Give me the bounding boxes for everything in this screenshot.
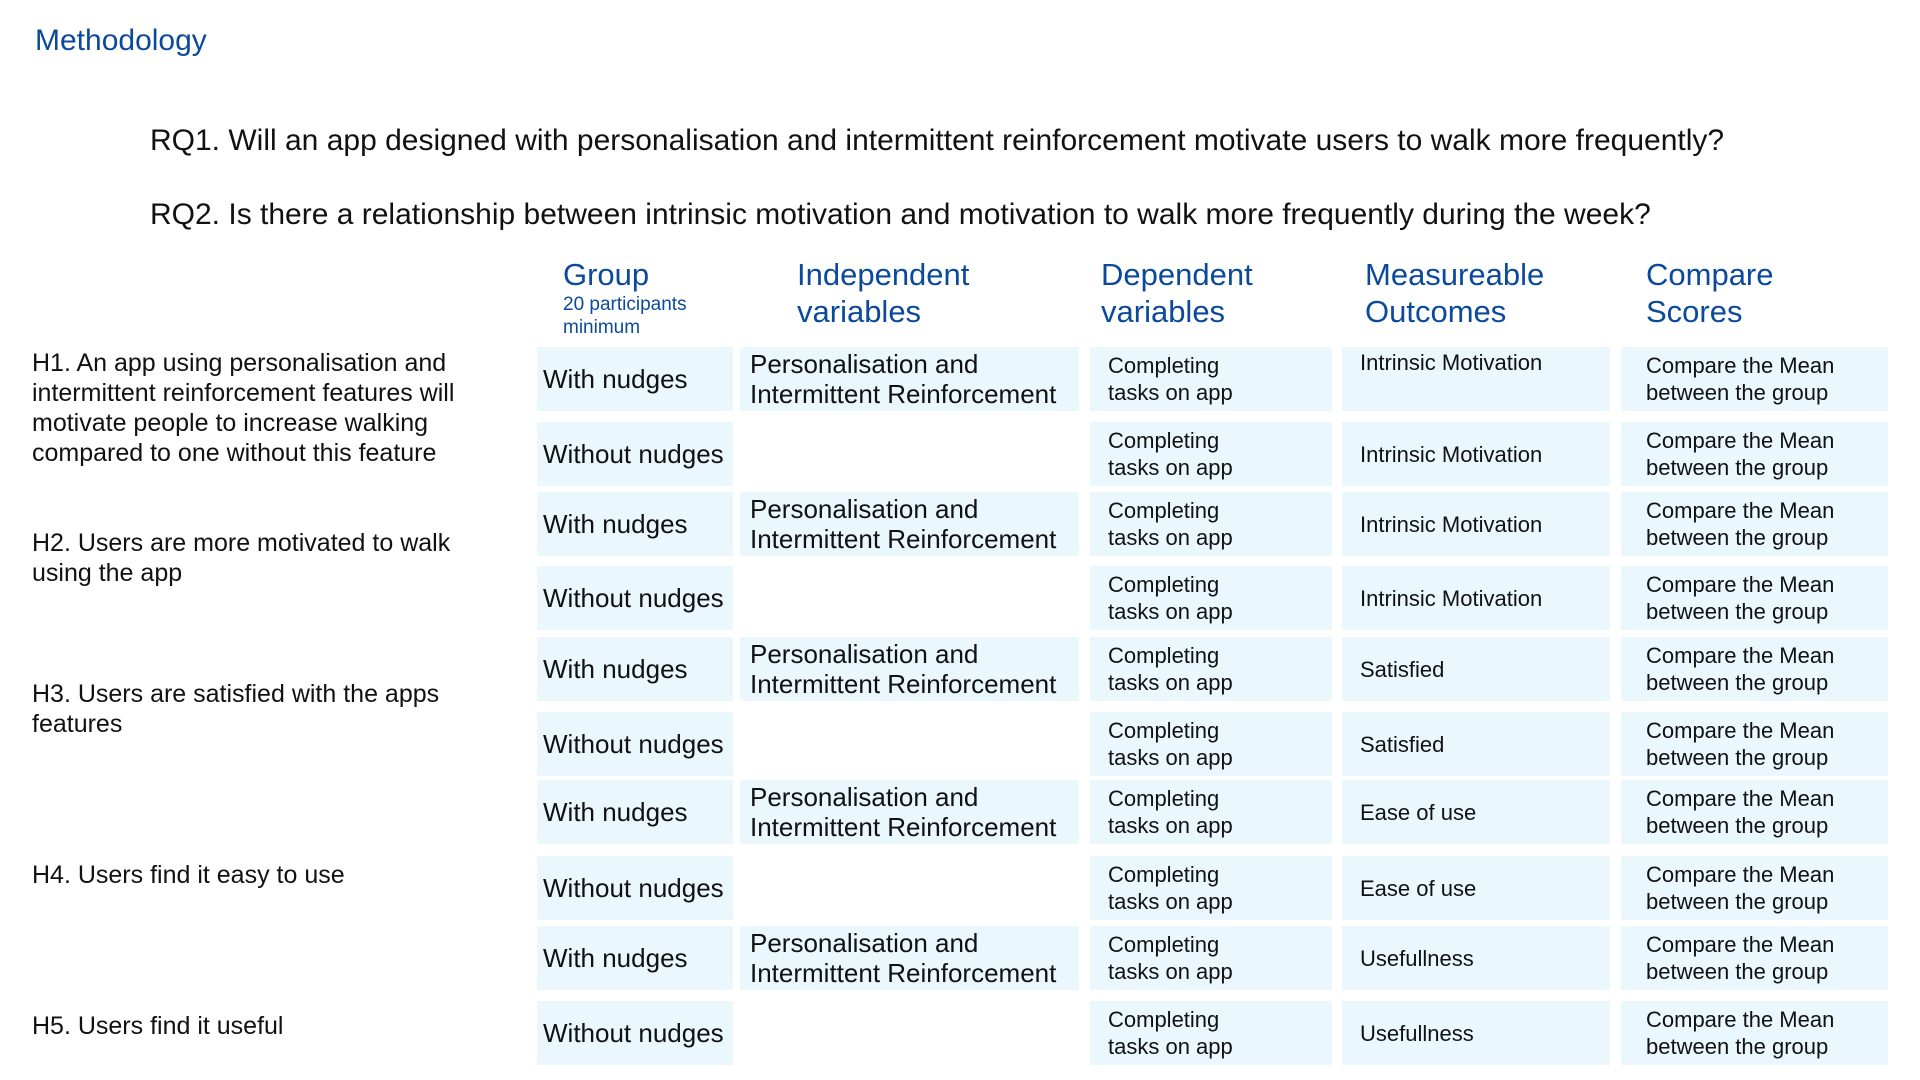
dependent-cell [1090, 566, 1332, 630]
dependent-line-2: tasks on app [1108, 455, 1233, 480]
table-row [0, 926, 1920, 990]
header-outcomes [1365, 256, 1544, 330]
compare-line-1: Compare the Mean [1646, 1007, 1835, 1032]
table-row [0, 1001, 1920, 1065]
independent-line-1: Personalisation and [750, 639, 979, 669]
dependent-cell [1090, 347, 1332, 411]
header-independent [797, 256, 969, 330]
compare-line-1: Compare the Mean [1646, 786, 1835, 811]
dependent-line-1: Completing [1108, 643, 1220, 668]
header-compare-line-2: Scores [1646, 294, 1743, 329]
dependent-line-2: tasks on app [1108, 525, 1233, 550]
compare-line-2: between the group [1646, 1034, 1829, 1059]
compare-line-2: between the group [1646, 813, 1829, 838]
independent-line-2: Intermittent Reinforcement [750, 379, 1057, 409]
dependent-cell [1090, 637, 1332, 701]
header-group-sub-1: 20 participants [563, 294, 687, 315]
research-question-2: RQ2. Is there a relationship between intrinsic motivation and motivation to walk more frequently during the week? [150, 198, 1651, 231]
dependent-line-2: tasks on app [1108, 889, 1233, 914]
dependent-line-2: tasks on app [1108, 745, 1233, 770]
header-dependent-line-2: variables [1101, 294, 1226, 329]
dependent-line-2: tasks on app [1108, 670, 1233, 695]
compare-cell [1621, 422, 1888, 486]
header-group-label: Group [563, 257, 650, 292]
group-cell: Without nudges [537, 566, 733, 630]
outcome-cell: Intrinsic Motivation [1342, 347, 1610, 411]
table-row [0, 637, 1920, 701]
hypothesis-5: H5. Users find it useful [32, 1012, 284, 1040]
header-independent-line-2: variables [797, 294, 922, 329]
group-cell: With nudges [537, 637, 733, 701]
dependent-cell [1090, 780, 1332, 844]
dependent-cell [1090, 1001, 1332, 1065]
dependent-cell [1090, 856, 1332, 920]
compare-line-1: Compare the Mean [1646, 718, 1835, 743]
compare-line-1: Compare the Mean [1646, 498, 1835, 523]
header-outcomes-line-2: Outcomes [1365, 294, 1507, 329]
page-title: Methodology [35, 24, 207, 57]
outcome-cell: Usefullness [1342, 1001, 1610, 1065]
compare-line-2: between the group [1646, 455, 1829, 480]
dependent-line-1: Completing [1108, 862, 1220, 887]
outcome-cell: Intrinsic Motivation [1342, 492, 1610, 556]
independent-line-1: Personalisation and [750, 782, 979, 812]
research-question-1: RQ1. Will an app designed with personalisation and intermittent reinforcement motivate users to walk more frequently? [150, 124, 1725, 157]
compare-line-2: between the group [1646, 889, 1829, 914]
group-cell: Without nudges [537, 1001, 733, 1065]
table-row [0, 566, 1920, 630]
outcome-cell: Satisfied [1342, 637, 1610, 701]
compare-line-1: Compare the Mean [1646, 932, 1835, 957]
outcome-cell: Satisfied [1342, 712, 1610, 776]
table-row [0, 712, 1920, 776]
independent-cell [740, 422, 1079, 486]
compare-line-2: between the group [1646, 959, 1829, 984]
table-row [0, 492, 1920, 556]
header-outcomes-line-1: Measureable [1365, 257, 1545, 292]
dependent-line-1: Completing [1108, 786, 1220, 811]
group-cell: With nudges [537, 347, 733, 411]
dependent-line-2: tasks on app [1108, 1034, 1233, 1059]
compare-line-2: between the group [1646, 745, 1829, 770]
header-compare [1646, 256, 1774, 330]
independent-cell [740, 566, 1079, 630]
outcome-cell: Intrinsic Motivation [1342, 566, 1610, 630]
group-cell: Without nudges [537, 422, 733, 486]
compare-cell [1621, 637, 1888, 701]
outcome-cell: Intrinsic Motivation [1342, 422, 1610, 486]
group-cell: Without nudges [537, 712, 733, 776]
independent-cell [740, 780, 1079, 844]
group-cell: With nudges [537, 780, 733, 844]
header-group [563, 256, 687, 339]
outcome-cell: Ease of use [1342, 856, 1610, 920]
outcome-cell: Ease of use [1342, 780, 1610, 844]
header-compare-line-1: Compare [1646, 257, 1774, 292]
independent-line-2: Intermittent Reinforcement [750, 669, 1057, 699]
hypothesis-1: H1. An app using personalisation and intermittent reinforcement features will motivate people to increase walking compared to one without this feature [32, 349, 455, 467]
dependent-line-2: tasks on app [1108, 959, 1233, 984]
independent-line-2: Intermittent Reinforcement [750, 812, 1057, 842]
header-group-sub-2: minimum [563, 317, 641, 338]
dependent-line-2: tasks on app [1108, 380, 1233, 405]
independent-cell [740, 856, 1079, 920]
compare-cell [1621, 492, 1888, 556]
table-row [0, 422, 1920, 486]
header-independent-line-1: Independent [797, 257, 970, 292]
dependent-cell [1090, 926, 1332, 990]
dependent-cell [1090, 492, 1332, 556]
table-row [0, 856, 1920, 920]
compare-cell [1621, 856, 1888, 920]
hypothesis-3: H3. Users are satisfied with the apps features [32, 680, 440, 738]
table-row [0, 347, 1920, 411]
dependent-line-2: tasks on app [1108, 599, 1233, 624]
compare-line-1: Compare the Mean [1646, 353, 1835, 378]
table-row [0, 780, 1920, 844]
dependent-line-1: Completing [1108, 718, 1220, 743]
group-cell: With nudges [537, 492, 733, 556]
compare-line-1: Compare the Mean [1646, 572, 1835, 597]
independent-cell [740, 347, 1079, 411]
compare-cell [1621, 347, 1888, 411]
dependent-line-1: Completing [1108, 1007, 1220, 1032]
hypothesis-2: H2. Users are more motivated to walk using the app [32, 529, 451, 587]
compare-line-1: Compare the Mean [1646, 643, 1835, 668]
compare-line-1: Compare the Mean [1646, 862, 1835, 887]
independent-cell [740, 1001, 1079, 1065]
compare-cell [1621, 926, 1888, 990]
compare-cell [1621, 780, 1888, 844]
independent-cell [740, 492, 1079, 556]
compare-cell [1621, 1001, 1888, 1065]
dependent-line-1: Completing [1108, 932, 1220, 957]
dependent-cell [1090, 422, 1332, 486]
independent-line-2: Intermittent Reinforcement [750, 958, 1057, 988]
hypothesis-4: H4. Users find it easy to use [32, 861, 345, 889]
independent-cell [740, 712, 1079, 776]
header-dependent-line-1: Dependent [1101, 257, 1253, 292]
compare-line-2: between the group [1646, 380, 1829, 405]
dependent-line-1: Completing [1108, 572, 1220, 597]
dependent-line-1: Completing [1108, 498, 1220, 523]
header-dependent [1101, 256, 1253, 330]
group-cell: Without nudges [537, 856, 733, 920]
compare-line-2: between the group [1646, 525, 1829, 550]
compare-line-1: Compare the Mean [1646, 428, 1835, 453]
independent-cell [740, 926, 1079, 990]
compare-cell [1621, 712, 1888, 776]
independent-cell [740, 637, 1079, 701]
group-cell: With nudges [537, 926, 733, 990]
dependent-line-1: Completing [1108, 428, 1220, 453]
compare-line-2: between the group [1646, 599, 1829, 624]
compare-cell [1621, 566, 1888, 630]
independent-line-2: Intermittent Reinforcement [750, 524, 1057, 554]
independent-line-1: Personalisation and [750, 494, 979, 524]
independent-line-1: Personalisation and [750, 349, 979, 379]
dependent-line-1: Completing [1108, 353, 1220, 378]
dependent-cell [1090, 712, 1332, 776]
dependent-line-2: tasks on app [1108, 813, 1233, 838]
outcome-cell: Usefullness [1342, 926, 1610, 990]
independent-line-1: Personalisation and [750, 928, 979, 958]
compare-line-2: between the group [1646, 670, 1829, 695]
